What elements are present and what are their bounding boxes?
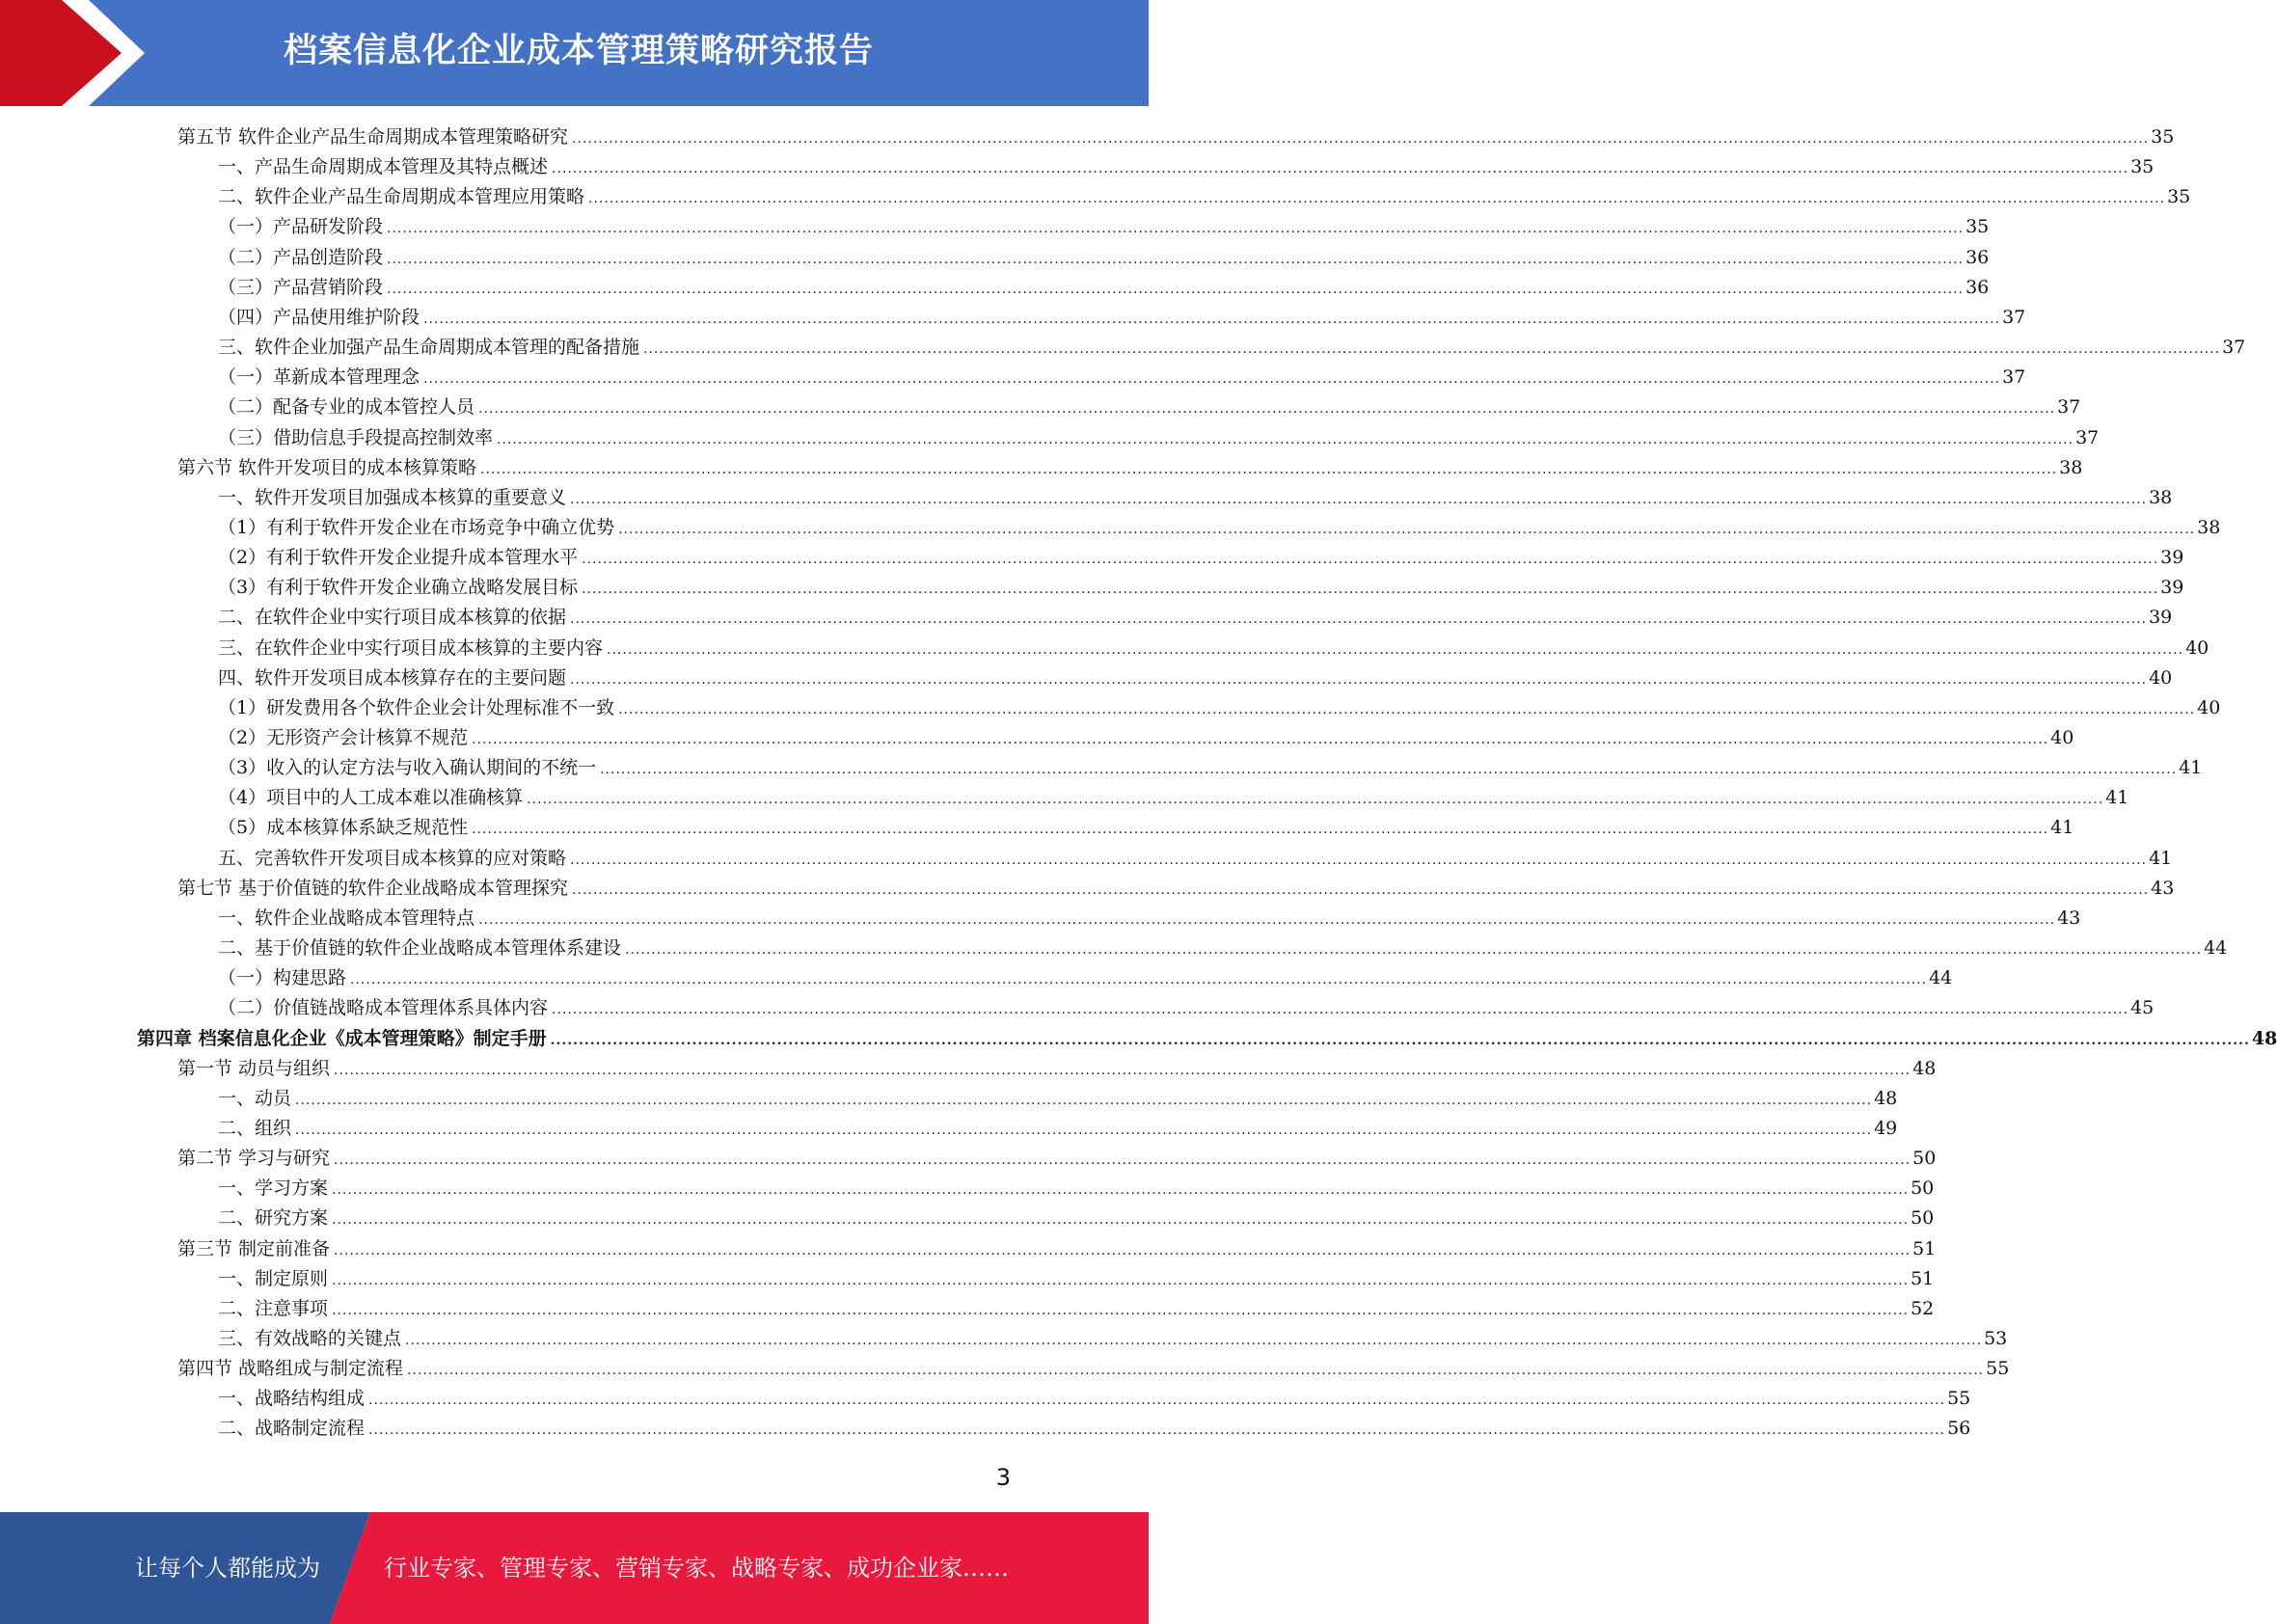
toc-entry-title: 三、有效战略的关键点: [218, 1328, 402, 1349]
toc-entry[interactable]: [218, 783, 2129, 813]
toc-entry[interactable]: [218, 333, 2246, 363]
toc-entry[interactable]: [218, 243, 1990, 273]
toc-dot-leader: ............................................................................................................................................................................................................................................................................................................: [607, 642, 2184, 658]
toc-entry-title: （1）有利于软件开发企业在市场竞争中确立优势: [218, 517, 615, 538]
toc-chapter-entry[interactable]: [137, 1024, 2277, 1054]
toc-dot-leader: ............................................................................................................................................................................................................................................................................................................: [332, 1182, 1910, 1198]
toc-dot-leader: ............................................................................................................................................................................................................................................................................................................: [582, 552, 2159, 567]
toc-entry-page: 38: [2059, 457, 2083, 478]
toc-entry-title: 第四章 档案信息化企业《成本管理策略》制定手册: [137, 1028, 547, 1049]
toc-dot-leader: ............................................................................................................................................................................................................................................................................................................: [552, 1002, 2129, 1017]
toc-dot-leader: ............................................................................................................................................................................................................................................................................................................: [332, 1273, 1910, 1288]
toc-entry[interactable]: [218, 844, 2173, 874]
toc-entry-title: （二）配备专业的成本管控人员: [218, 396, 475, 418]
toc-entry-page: 40: [2185, 637, 2209, 659]
toc-entry-title: （二）产品创造阶段: [218, 247, 384, 268]
toc-dot-leader: ............................................................................................................................................................................................................................................................................................................: [550, 1033, 2250, 1048]
toc-entry-title: （二）价值链战略成本管理体系具体内容: [218, 997, 549, 1018]
toc-entry-page: 52: [1911, 1298, 1935, 1319]
toc-entry-title: 第五节 软件企业产品生命周期成本管理策略研究: [177, 126, 569, 148]
toc-dot-leader: ............................................................................................................................................................................................................................................................................................................: [570, 672, 2148, 688]
toc-entry-title: （三）产品营销阶段: [218, 277, 384, 298]
toc-entry-page: 48: [2251, 1028, 2277, 1049]
toc-dot-leader: ............................................................................................................................................................................................................................................................................................................: [552, 161, 2129, 176]
toc-entry[interactable]: [177, 1234, 1937, 1264]
toc-entry-page: 50: [1911, 1207, 1935, 1229]
toc-entry[interactable]: [218, 513, 2221, 543]
toc-entry-page: 37: [2002, 366, 2026, 388]
toc-entry-title: （4）项目中的人工成本难以准确核算: [218, 787, 524, 808]
toc-entry-page: 35: [1965, 216, 1990, 237]
toc-entry-title: 一、战略结构组成: [218, 1388, 366, 1409]
toc-dot-leader: ............................................................................................................................................................................................................................................................................................................: [332, 1212, 1910, 1228]
toc-dot-leader: ............................................................................................................................................................................................................................................................................................................: [572, 882, 2150, 898]
toc-dot-leader: ............................................................................................................................................................................................................................................................................................................: [478, 912, 2056, 928]
toc-entry[interactable]: [218, 1264, 1935, 1294]
toc-entry-title: 一、软件企业战略成本管理特点: [218, 907, 475, 929]
toc-entry[interactable]: [218, 963, 1953, 993]
toc-entry-title: 一、学习方案: [218, 1177, 329, 1199]
toc-dot-leader: ............................................................................................................................................................................................................................................................................................................: [582, 582, 2159, 597]
toc-entry-page: 50: [1912, 1148, 1937, 1169]
toc-entry[interactable]: [177, 1054, 1937, 1084]
toc-dot-leader: ............................................................................................................................................................................................................................................................................................................: [332, 1303, 1910, 1318]
toc-entry-page: 35: [2167, 186, 2191, 207]
toc-entry-title: 一、动员: [218, 1088, 292, 1109]
toc-entry[interactable]: [218, 363, 2026, 392]
toc-entry-page: 39: [2160, 547, 2184, 568]
toc-entry[interactable]: [177, 453, 2083, 483]
toc-dot-leader: ............................................................................................................................................................................................................................................................................................................: [387, 252, 1965, 267]
toc-entry-page: 41: [2050, 817, 2074, 838]
toc-entry[interactable]: [218, 693, 2221, 723]
toc-entry-page: 36: [1965, 247, 1990, 268]
toc-entry[interactable]: [218, 1084, 1898, 1114]
toc-entry-title: 二、战略制定流程: [218, 1418, 366, 1439]
toc-entry-title: 一、产品生命周期成本管理及其特点概述: [218, 156, 549, 177]
toc-entry[interactable]: [218, 1384, 1971, 1414]
toc-dot-leader: ............................................................................................................................................................................................................................................................................................................: [588, 191, 2166, 206]
toc-entry-page: 40: [2197, 697, 2221, 718]
toc-entry-page: 40: [2050, 727, 2074, 748]
toc-entry-title: （1）研发费用各个软件企业会计处理标准不一致: [218, 697, 615, 718]
toc-dot-leader: ............................................................................................................................................................................................................................................................................................................: [570, 492, 2148, 507]
toc-dot-leader: ............................................................................................................................................................................................................................................................................................................: [478, 401, 2056, 417]
toc-dot-leader: ............................................................................................................................................................................................................................................................................................................: [572, 131, 2150, 147]
toc-entry[interactable]: [218, 182, 2191, 212]
toc-entry-page: 49: [1874, 1118, 1898, 1139]
toc-entry-page: 53: [1984, 1328, 2008, 1349]
toc-entry-title: 二、研究方案: [218, 1207, 329, 1229]
toc-entry[interactable]: [218, 1294, 1935, 1324]
toc-entry-page: 41: [2105, 787, 2129, 808]
toc-entry[interactable]: [218, 753, 2203, 783]
toc-dot-leader: ............................................................................................................................................................................................................................................................................................................: [497, 432, 2074, 447]
toc-dot-leader: ............................................................................................................................................................................................................................................................................................................: [423, 311, 2001, 327]
page-number: 3: [995, 1464, 1011, 1491]
report-title: 档案信息化企业成本管理策略研究报告: [283, 32, 874, 70]
toc-entry-page: 39: [2149, 607, 2173, 628]
toc-entry-title: （3）收入的认定方法与收入确认期间的不统一: [218, 757, 597, 778]
toc-entry-title: 第六节 软件开发项目的成本核算策略: [177, 457, 477, 478]
page-footer: [0, 1512, 1149, 1624]
toc-entry-page: 39: [2160, 577, 2184, 598]
toc-entry-title: 第七节 基于价值链的软件企业战略成本管理探究: [177, 878, 569, 899]
toc-entry[interactable]: [218, 423, 2100, 453]
toc-entry-page: 55: [1947, 1388, 1971, 1409]
toc-entry[interactable]: [218, 634, 2209, 663]
toc-entry-page: 48: [1912, 1058, 1937, 1079]
toc-entry[interactable]: [218, 813, 2074, 843]
toc-entry-title: （一）产品研发阶段: [218, 216, 384, 237]
toc-entry-title: 五、完善软件开发项目成本核算的应对策略: [218, 848, 567, 869]
toc-entry-page: 43: [2151, 878, 2175, 899]
toc-entry[interactable]: [218, 212, 1990, 242]
toc-entry-title: 二、基于价值链的软件企业战略成本管理体系建设: [218, 937, 622, 959]
toc-entry-page: 35: [2151, 126, 2175, 148]
toc-entry-page: 35: [2130, 156, 2155, 177]
toc-entry[interactable]: [218, 993, 2155, 1023]
toc-entry[interactable]: [218, 1324, 2008, 1354]
toc-entry[interactable]: [218, 1414, 1971, 1444]
toc-dot-leader: ............................................................................................................................................................................................................................................................................................................: [368, 1422, 1946, 1438]
toc-dot-leader: ............................................................................................................................................................................................................................................................................................................: [334, 1063, 1911, 1078]
toc-entry-title: （一）构建思路: [218, 967, 347, 988]
toc-entry[interactable]: [218, 392, 2081, 422]
toc-entry-title: 四、软件开发项目成本核算存在的主要问题: [218, 667, 567, 689]
toc-dot-leader: ............................................................................................................................................................................................................................................................................................................: [480, 462, 2058, 477]
toc-dot-leader: ............................................................................................................................................................................................................................................................................................................: [295, 1093, 1873, 1108]
toc-entry[interactable]: [218, 603, 2173, 633]
toc-entry-title: 二、软件企业产品生命周期成本管理应用策略: [218, 186, 585, 207]
toc-entry-page: 37: [2057, 396, 2081, 418]
toc-entry-page: 41: [2149, 848, 2173, 869]
toc-dot-leader: ............................................................................................................................................................................................................................................................................................................: [618, 522, 2196, 537]
toc-dot-leader: ............................................................................................................................................................................................................................................................................................................: [618, 702, 2196, 717]
toc-entry[interactable]: [177, 1144, 1937, 1174]
toc-entry-title: 第一节 动员与组织: [177, 1058, 331, 1079]
toc-entry-page: 51: [1912, 1238, 1937, 1259]
toc-dot-leader: ............................................................................................................................................................................................................................................................................................................: [570, 853, 2148, 868]
toc-entry-page: 43: [2057, 907, 2081, 929]
toc-entry-title: 三、在软件企业中实行项目成本核算的主要内容: [218, 637, 604, 659]
footer-slogan-roles: 行业专家、管理专家、营销专家、战略专家、成功企业家……: [384, 1555, 1009, 1582]
toc-dot-leader: ............................................................................................................................................................................................................................................................................................................: [387, 221, 1965, 236]
toc-entry-page: 55: [1986, 1358, 2010, 1379]
toc-entry-page: 51: [1911, 1268, 1935, 1289]
toc-entry[interactable]: [218, 273, 1990, 303]
toc-entry-title: （2）无形资产会计核算不规范: [218, 727, 469, 748]
toc-entry-page: 38: [2197, 517, 2221, 538]
toc-dot-leader: ............................................................................................................................................................................................................................................................................................................: [625, 942, 2203, 958]
toc-entry[interactable]: [218, 1114, 1898, 1144]
toc-entry[interactable]: [218, 904, 2081, 934]
toc-entry-title: （一）革新成本管理理念: [218, 366, 420, 388]
toc-dot-leader: ............................................................................................................................................................................................................................................................................................................: [407, 1363, 1985, 1378]
toc-entry-page: 38: [2149, 487, 2173, 508]
toc-entry-title: 三、软件企业加强产品生命周期成本管理的配备措施: [218, 337, 640, 358]
toc-dot-leader: ............................................................................................................................................................................................................................................................................................................: [643, 341, 2221, 357]
toc-entry-title: 一、软件开发项目加强成本核算的重要意义: [218, 487, 567, 508]
header-arrow-decoration: [0, 0, 145, 106]
toc-entry-page: 37: [2075, 427, 2100, 448]
toc-entry[interactable]: [218, 723, 2074, 753]
toc-entry-page: 56: [1947, 1418, 1971, 1439]
toc-entry-page: 36: [1965, 277, 1990, 298]
toc-entry[interactable]: [218, 483, 2173, 513]
page-header: [0, 0, 1149, 106]
toc-dot-leader: ............................................................................................................................................................................................................................................................................................................: [368, 1393, 1946, 1408]
toc-entry[interactable]: [218, 663, 2173, 693]
toc-dot-leader: ............................................................................................................................................................................................................................................................................................................: [527, 792, 2104, 807]
toc-dot-leader: ............................................................................................................................................................................................................................................................................................................: [334, 1152, 1911, 1168]
toc-entry[interactable]: [177, 122, 2175, 152]
toc-entry-title: （三）借助信息手段提高控制效率: [218, 427, 494, 448]
toc-dot-leader: ............................................................................................................................................................................................................................................................................................................: [600, 762, 2178, 777]
toc-entry-title: （3）有利于软件开发企业确立战略发展目标: [218, 577, 579, 598]
toc-dot-leader: ............................................................................................................................................................................................................................................................................................................: [387, 282, 1965, 297]
toc-entry-page: 37: [2002, 307, 2026, 328]
toc-dot-leader: ............................................................................................................................................................................................................................................................................................................: [423, 371, 2001, 387]
toc-dot-leader: ............................................................................................................................................................................................................................................................................................................: [405, 1333, 1983, 1348]
toc-dot-leader: ............................................................................................................................................................................................................................................................................................................: [295, 1123, 1873, 1138]
toc-entry[interactable]: [218, 934, 2228, 963]
toc-entry[interactable]: [218, 1174, 1935, 1204]
toc-entry-page: 37: [2222, 337, 2246, 358]
toc-dot-leader: ............................................................................................................................................................................................................................................................................................................: [472, 732, 2049, 747]
toc-entry-title: 二、在软件企业中实行项目成本核算的依据: [218, 607, 567, 628]
toc-entry-title: 第二节 学习与研究: [177, 1148, 331, 1169]
toc-entry-title: （2）有利于软件开发企业提升成本管理水平: [218, 547, 579, 568]
toc-entry-title: 一、制定原则: [218, 1268, 329, 1289]
toc-entry-title: 第四节 战略组成与制定流程: [177, 1358, 404, 1379]
toc-entry-page: 40: [2149, 667, 2173, 689]
toc-entry-title: 二、注意事项: [218, 1298, 329, 1319]
toc-entry-title: （四）产品使用维护阶段: [218, 307, 420, 328]
toc-entry-page: 44: [2204, 937, 2228, 959]
toc-entry-page: 48: [1874, 1088, 1898, 1109]
toc-entry-title: （5）成本核算体系缺乏规范性: [218, 817, 469, 838]
toc-entry[interactable]: [218, 543, 2184, 573]
toc-entry-page: 41: [2179, 757, 2203, 778]
toc-entry[interactable]: [218, 573, 2184, 603]
toc-entry-page: 50: [1911, 1177, 1935, 1199]
toc-dot-leader: ............................................................................................................................................................................................................................................................................................................: [334, 1243, 1911, 1259]
toc-entry-page: 44: [1929, 967, 1953, 988]
toc-entry-page: 45: [2130, 997, 2155, 1018]
toc-dot-leader: ............................................................................................................................................................................................................................................................................................................: [350, 972, 1928, 988]
footer-slogan-lead: 让每个人都能成为: [135, 1555, 320, 1582]
toc-dot-leader: ............................................................................................................................................................................................................................................................................................................: [472, 822, 2049, 837]
toc-dot-leader: ............................................................................................................................................................................................................................................................................................................: [570, 611, 2148, 627]
toc-entry[interactable]: [218, 152, 2155, 182]
toc-entry[interactable]: [218, 303, 2026, 333]
toc-entry[interactable]: [177, 874, 2175, 904]
toc-entry[interactable]: [177, 1354, 2010, 1384]
toc-entry[interactable]: [218, 1204, 1935, 1233]
toc-entry-title: 第三节 制定前准备: [177, 1238, 331, 1259]
toc-entry-title: 二、组织: [218, 1118, 292, 1139]
